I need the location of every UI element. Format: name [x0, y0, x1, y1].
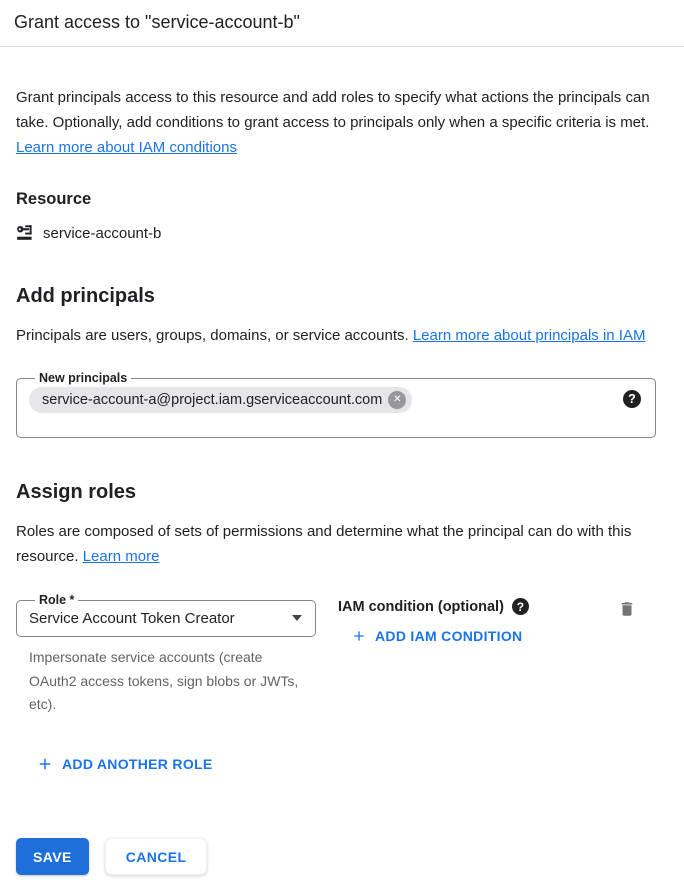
new-principals-label: New principals [39, 371, 128, 385]
service-account-key-icon [16, 224, 34, 242]
plus-icon [36, 755, 54, 773]
delete-role-button[interactable] [614, 596, 640, 622]
assign-roles-heading: Assign roles [16, 481, 137, 503]
roles-learn-more-link[interactable]: Learn more [82, 548, 160, 565]
principal-chip-text: service-account-a@project.iam.gserviceaccount.com [42, 392, 383, 408]
iam-conditions-link[interactable]: Learn more about IAM conditions [16, 139, 237, 156]
iam-condition-help-icon[interactable]: ? [512, 598, 529, 615]
iam-condition-column [338, 593, 614, 649]
principals-help-icon[interactable]: ? [623, 390, 641, 408]
role-label: Role * [39, 593, 75, 607]
principals-learn-more-link[interactable]: Learn more about principals in IAM [412, 327, 646, 344]
role-row [16, 593, 656, 717]
add-iam-condition-button[interactable] [351, 628, 522, 644]
resource-name: service-account-b [43, 224, 162, 242]
dialog-actions [16, 838, 207, 875]
add-principals-heading: Add principals [16, 285, 155, 307]
add-another-role-button[interactable] [36, 755, 213, 773]
principals-desc-text: Principals are users, groups, domains, or service accounts. [16, 327, 413, 344]
role-description: Impersonate service accounts (create OAuth2 access tokens, sign blobs or JWTs, etc). [29, 649, 299, 712]
intro-paragraph [16, 85, 656, 160]
roles-desc-text: Roles are composed of sets of permissions and determine what the principal can do with this resource. [16, 523, 632, 565]
dialog-title: Grant access to "service-account-b" [0, 0, 684, 47]
roles-description [16, 519, 656, 569]
role-column [16, 593, 316, 717]
trash-icon [618, 600, 636, 618]
new-principals-field[interactable] [16, 371, 656, 438]
plus-icon [351, 628, 367, 644]
role-select[interactable] [16, 593, 316, 637]
principals-description [16, 323, 656, 348]
resource-heading: Resource [16, 190, 92, 208]
principal-chip [29, 387, 412, 413]
add-iam-condition-label: ADD IAM CONDITION [375, 628, 523, 644]
iam-condition-label: IAM condition (optional) [338, 598, 504, 615]
resource-row [16, 224, 656, 242]
cancel-button[interactable]: CANCEL [105, 838, 208, 875]
chevron-down-icon [292, 615, 302, 621]
chip-remove-icon[interactable]: ✕ [388, 391, 406, 409]
add-another-role-label: ADD ANOTHER ROLE [62, 755, 213, 772]
intro-text: Grant principals access to this resource and add roles to specify what actions the principals can take. Optionally, add conditions to grant access to principals only when a specific criteria is met. [16, 89, 650, 131]
save-button[interactable]: SAVE [16, 838, 89, 875]
role-selected-value: Service Account Token Creator [29, 609, 235, 627]
